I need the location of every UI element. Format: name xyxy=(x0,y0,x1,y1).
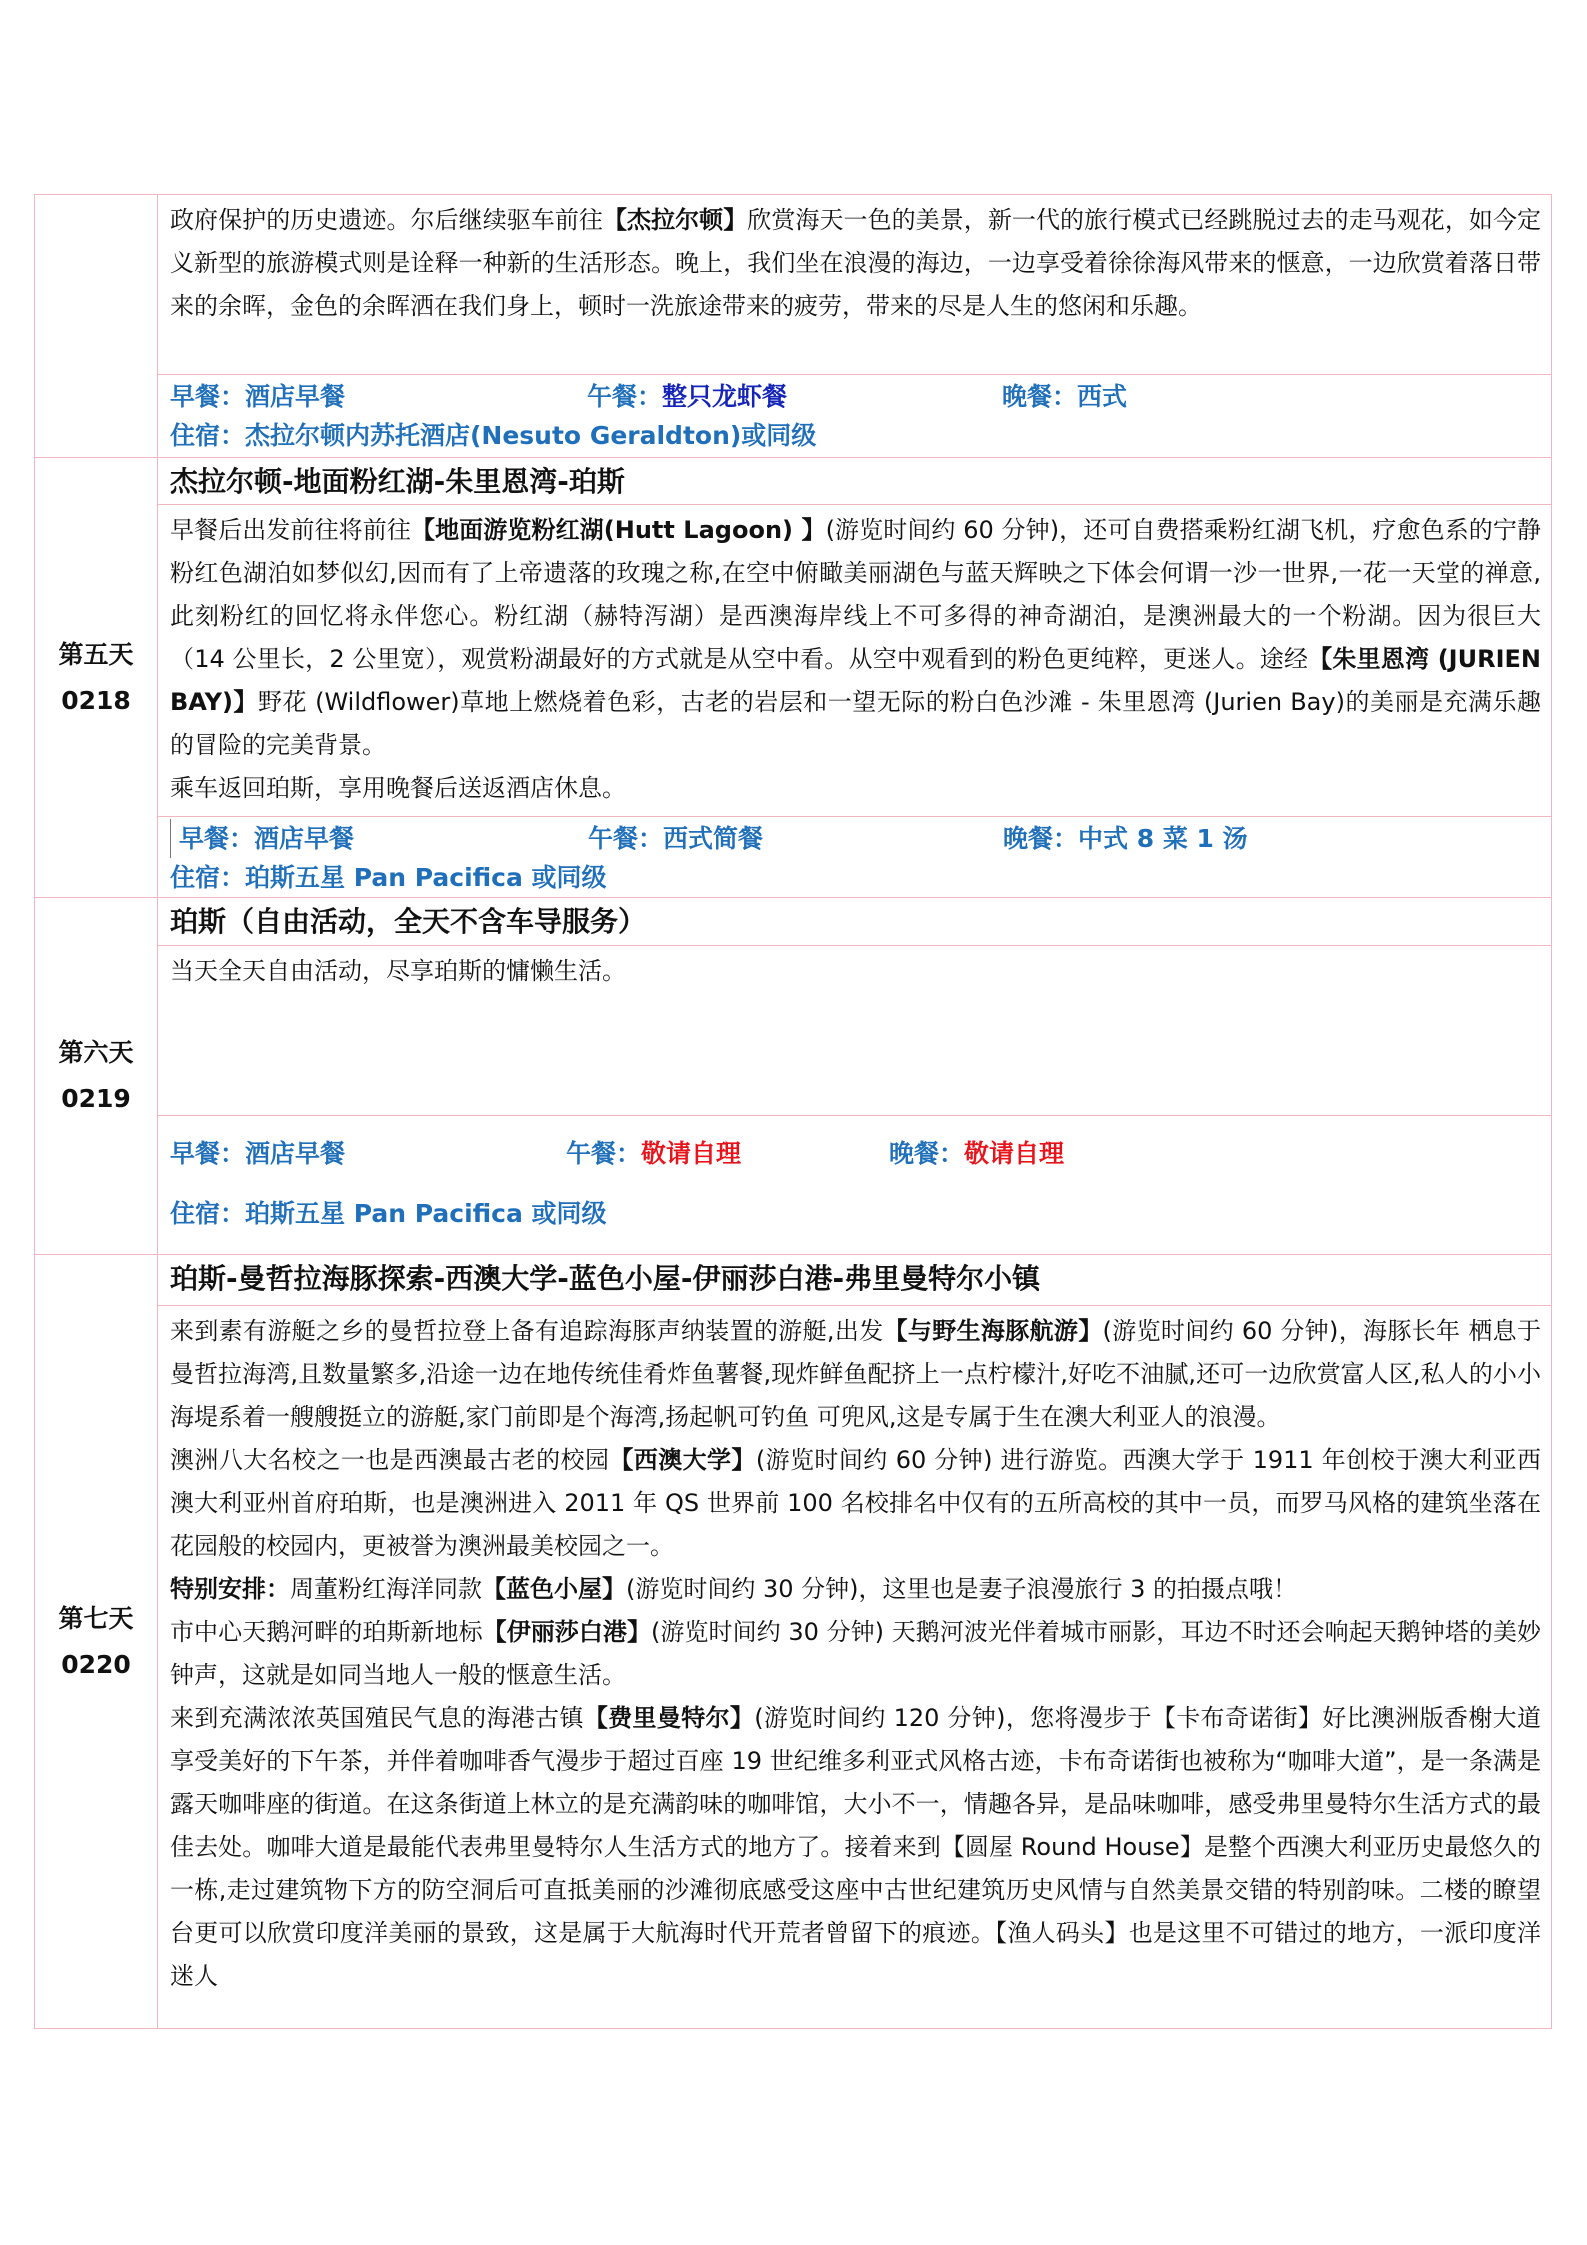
day4-day-cell xyxy=(35,195,158,458)
place-geraldton: 【杰拉尔顿】 xyxy=(602,206,748,234)
day4-tail-row xyxy=(35,195,1552,458)
day7-row xyxy=(35,1255,1552,2029)
day6-dinner: 晚餐：敬请自理 xyxy=(889,1139,1065,1168)
day7-dolphin-paragraph: 来到素有游艇之乡的曼哲拉登上备有追踪海豚声纳装置的游艇,出发【与野生海豚航游】(游览时间约 60 分钟)，海豚长年 栖息于曼哲拉海湾,且数量繁多,沿途一边在地传统佳肴炸鱼薯餐,现炸鲜鱼配挤上一点柠檬汁,好吃不油腻,还可一边欣赏富人区,私人的小小海堤系着一艘艘挺立的游艇,家门前即是个海湾,扬起帆可钓鱼 可兜风,这是专属于生在澳大利亚人的浪漫。 xyxy=(170,1317,1541,1431)
day7-description xyxy=(158,1305,1551,2028)
day6-lunch: 午餐：敬请自理 xyxy=(566,1139,742,1168)
day6-meals xyxy=(158,1115,1551,1254)
day4-dinner: 晚餐：西式 xyxy=(1002,382,1128,411)
place-jurien-bay: 【朱里恩湾 (JURIEN BAY)】 xyxy=(170,645,1541,716)
day5-description: 早餐后出发前往将前往【地面游览粉红湖(Hutt Lagoon) 】(游览时间约 60 分钟)，还可自费搭乘粉红湖飞机，疗愈色系的宁静粉红色湖泊如梦似幻,因而有了上帝遗落的玫瑰之称,在空中俯瞰美丽湖色与蓝天辉映之下体会何谓一沙一世界,一花一天堂的禅意,此刻粉红的回忆将永伴您心。粉红湖（赫特泻湖）是西澳海岸线上不可多得的神奇湖泊，是澳洲最大的一个粉湖。因为很巨大（14 公里长，2 公里宽），观赏粉湖最好的方式就是从空中看。从空中观看到的粉色更纯粹，更迷人。途经【朱里恩湾 (JURIEN BAY)】野花 (Wildflower)草地上燃烧着色彩，古老的岩层和一望无际的粉白色沙滩 - 朱里恩湾 (Jurien Bay)的美丽是充满乐趣的冒险的完美背景。 乘车返回珀斯，享用晚餐后送返酒店休息。 xyxy=(158,504,1551,816)
day6-label: 第六天 xyxy=(58,1038,134,1067)
day5-return: 乘车返回珀斯，享用晚餐后送返酒店休息。 xyxy=(170,774,626,802)
day5-row xyxy=(35,458,1552,898)
day7-content-cell xyxy=(158,1255,1552,2029)
day4-breakfast: 早餐：酒店早餐 xyxy=(170,382,346,411)
day6-date: 0219 xyxy=(61,1084,131,1113)
day4-content-cell xyxy=(158,195,1552,458)
day6-breakfast: 早餐：酒店早餐 xyxy=(170,1139,346,1168)
day5-label: 第五天 xyxy=(58,639,134,669)
day5-meals xyxy=(158,816,1551,897)
day5-date: 0218 xyxy=(61,685,131,715)
day5-title: 杰拉尔顿-地面粉红湖-朱里恩湾-珀斯 xyxy=(170,465,625,498)
day4-description: 政府保护的历史遗迹。尔后继续驱车前往【杰拉尔顿】欣赏海天一色的美景，新一代的旅行模式已经跳脱过去的走马观花，如今定义新型的旅游模式则是诠释一种新的生活形态。晚上，我们坐在浪漫的海边，一边享受着徐徐海风带来的惬意，一边欣赏着落日带来的余晖，金色的余晖洒在我们身上，顿时一洗旅途带来的疲劳，带来的尽是人生的悠闲和乐趣。 xyxy=(170,206,1542,320)
day6-title: 珀斯（自由活动，全天不含车导服务） xyxy=(170,905,647,938)
day7-uwa-paragraph: 澳洲八大名校之一也是西澳最古老的校园【西澳大学】(游览时间约 60 分钟) 进行游览。西澳大学于 1911 年创校于澳大利亚西澳大利亚州首府珀斯，也是澳洲进入 2011 年 QS 世界前 100 名校排名中仅有的五所高校的其中一员，而罗马风格的建筑坐落在花园般的校园内，更被誉为澳洲最美校园之一。 xyxy=(170,1446,1542,1560)
day4-hotel: 住宿：杰拉尔顿内苏托酒店(Nesuto Geraldton)或同级 xyxy=(170,421,817,450)
day5-content-cell xyxy=(158,458,1552,898)
day4-meals xyxy=(158,374,1551,457)
day7-day-cell xyxy=(35,1255,158,2029)
day6-hotel: 住宿：珀斯五星 Pan Pacifica 或同级 xyxy=(170,1199,607,1228)
day5-day-cell xyxy=(35,458,158,898)
day6-description: 当天全天自由活动，尽享珀斯的慵懒生活。 xyxy=(158,945,1551,1115)
day7-bluehouse-paragraph: 特别安排：周董粉红海洋同款【蓝色小屋】(游览时间约 30 分钟)，这里也是妻子浪漫旅行 3 的拍摄点哦！ xyxy=(170,1575,1298,1603)
day5-breakfast: 早餐：酒店早餐 xyxy=(170,819,588,858)
day6-content-cell xyxy=(158,898,1552,1255)
day7-date: 0220 xyxy=(61,1649,131,1679)
day4-lunch: 午餐：整只龙虾餐 xyxy=(587,382,788,411)
day5-lunch: 午餐：西式简餐 xyxy=(588,824,764,853)
day5-dinner: 晚餐：中式 8 菜 1 汤 xyxy=(1003,824,1248,853)
day7-title: 珀斯-曼哲拉海豚探索-西澳大学-蓝色小屋-伊丽莎白港-弗里曼特尔小镇 xyxy=(170,1262,1041,1295)
place-hutt-lagoon: 【地面游览粉红湖(Hutt Lagoon) 】 xyxy=(410,516,826,544)
day7-fremantle-paragraph: 来到充满浓浓英国殖民气息的海港古镇【费里曼特尔】(游览时间约 120 分钟)，您将漫步于【卡布奇诺街】好比澳洲版香榭大道享受美好的下午茶，并伴着咖啡香气漫步于超过百座 19 世纪维多利亚式风格古迹，卡布奇诺街也被称为“咖啡大道”，是一条满是露天咖啡座的街道。在这条街道上林立的是充满韵味的咖啡馆，大小不一，情趣各异，是品味咖啡，感受弗里曼特尔生活方式的最佳去处。咖啡大道是最能代表弗里曼特尔人生活方式的地方了。接着来到【圆屋 Round House】是整个西澳大利亚历史最悠久的一栋,走过建筑物下方的防空洞后可直抵美丽的沙滩彻底感受这座中古世纪建筑历史风情与自然美景交错的特别韵味。二楼的瞭望台更可以欣赏印度洋美丽的景致，这是属于大航海时代开荒者曾留下的痕迹。【渔人码头】也是这里不可错过的地方，一派印度洋迷人 xyxy=(170,1704,1542,1990)
day6-row xyxy=(35,898,1552,1255)
itinerary-table xyxy=(34,194,1552,2029)
day5-hotel: 住宿：珀斯五星 Pan Pacifica 或同级 xyxy=(170,863,607,892)
day7-elizabeth-quay-paragraph: 市中心天鹅河畔的珀斯新地标【伊丽莎白港】(游览时间约 30 分钟) 天鹅河波光伴着城市丽影，耳边不时还会响起天鹅钟塔的美妙钟声，这就是如同当地人一般的惬意生活。 xyxy=(170,1618,1542,1689)
day7-label: 第七天 xyxy=(58,1603,134,1633)
day6-day-cell xyxy=(35,898,158,1255)
